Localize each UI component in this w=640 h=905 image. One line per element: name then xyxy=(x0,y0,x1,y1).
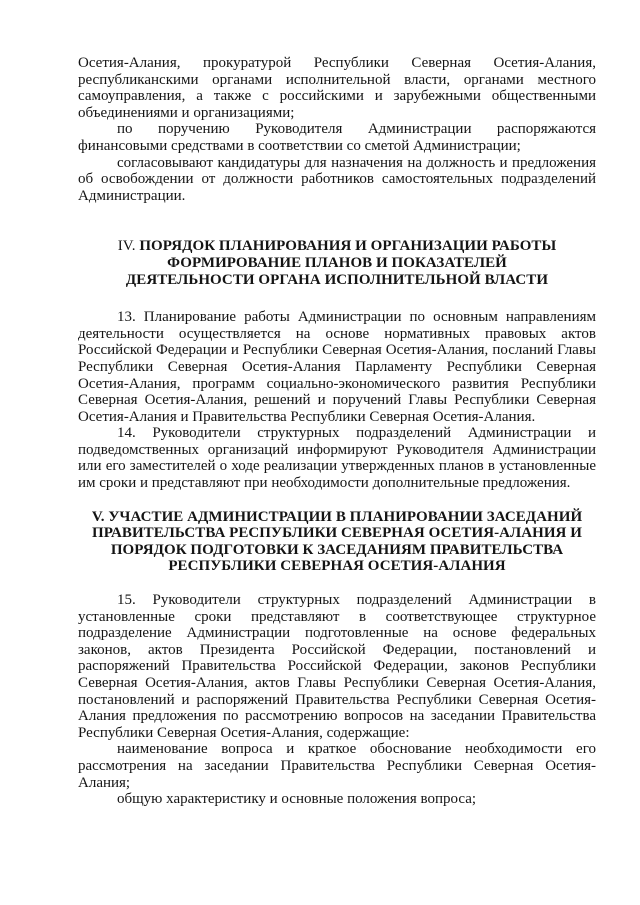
clause-15-item-2: общую характеристику и основные положения вопроса; xyxy=(117,791,477,808)
clause-15: 15. Руководители структурных подразделений Администрации в установленные сроки представляют в соответствующее структурное подразделение Администрации подготовленные на основе федеральных законов, актов Президента Российской Федерации, постановлений и распоряжений Правительства Российской Федерации, законов Республики Северная Осетия-Алания, актов Главы Республики Северная Осетия-Алания, постановлений и распоряжений Правительства Республики Северная Осетия-Алания предложения по рассмотрению вопросов на заседании Правительства Республики Северная Осетия-Алания, содержащие: xyxy=(78,592,596,741)
section-4-title-line-3: ДЕЯТЕЛЬНОСТИ ОРГАНА ИСПОЛНИТЕЛЬНОЙ ВЛАСТИ xyxy=(125,271,549,288)
clause-15-item-1: наименование вопроса и краткое обоснование необходимости его рассмотрения на заседании Правительства Республики Северная Осетия-Алания; xyxy=(78,741,596,791)
section-5-title-line-4: РЕСПУБЛИКИ СЕВЕРНАЯ ОСЕТИЯ-АЛАНИЯ xyxy=(168,558,506,575)
intro-paragraph-2: по поручению Руководителя Администрации распоряжаются финансовыми средствами в соответствии со сметой Администрации; xyxy=(78,121,596,154)
section-4-title-line-2: ФОРМИРОВАНИЕ ПЛАНОВ И ПОКАЗАТЕЛЕЙ xyxy=(167,254,507,271)
clause-14: 14. Руководители структурных подразделений Администрации и подведомственных организаций информируют Руководителя Администрации или его заместителей о ходе реализации утвержденных планов в установленные им сроки и представляют при необходимости дополнительные предложения. xyxy=(78,425,596,492)
clause-13: 13. Планирование работы Администрации по основным направлениям деятельности осуществляется на основе нормативных правовых актов Российской Федерации и Республики Северная Осетия-Алания, посланий Главы Республики Северная Осетия-Алания Парламенту Республики Северная Осетия-Алания, программ социально-экономического развития Республики Северная Осетия-Алания, решений и поручений Главы Республики Северная Осетия-Алания и Правительства Республики Северная Осетия-Алания. xyxy=(78,309,596,425)
section-5-title-line-1: V. УЧАСТИЕ АДМИНИСТРАЦИИ В ПЛАНИРОВАНИИ ЗАСЕДАНИЙ xyxy=(91,508,583,525)
section-4-title-line-1: ПОРЯДОК ПЛАНИРОВАНИЯ И ОРГАНИЗАЦИИ РАБОТЫ xyxy=(139,238,557,255)
section-5-title-line-2: ПРАВИТЕЛЬСТВА РЕСПУБЛИКИ СЕВЕРНАЯ ОСЕТИЯ-АЛАНИЯ И xyxy=(92,525,582,542)
intro-paragraph-1: Осетия-Алания, прокуратурой Республики Северная Осетия-Алания, республиканскими органами исполнительной власти, органами местного самоуправления, а также с российскими и зарубежными общественными объединениями и организациями; xyxy=(78,55,596,121)
section-4-heading xyxy=(78,238,596,288)
section-5-heading xyxy=(78,509,596,575)
intro-paragraph-3: согласовывают кандидатуры для назначения на должность и предложения об освобождении от должности работников самостоятельных подразделений Администрации. xyxy=(78,154,596,204)
section-5-title-line-3: ПОРЯДОК ПОДГОТОВКИ К ЗАСЕДАНИЯМ ПРАВИТЕЛЬСТВА xyxy=(110,541,564,558)
document-page xyxy=(78,55,596,808)
section-4-number: IV. xyxy=(117,238,136,255)
